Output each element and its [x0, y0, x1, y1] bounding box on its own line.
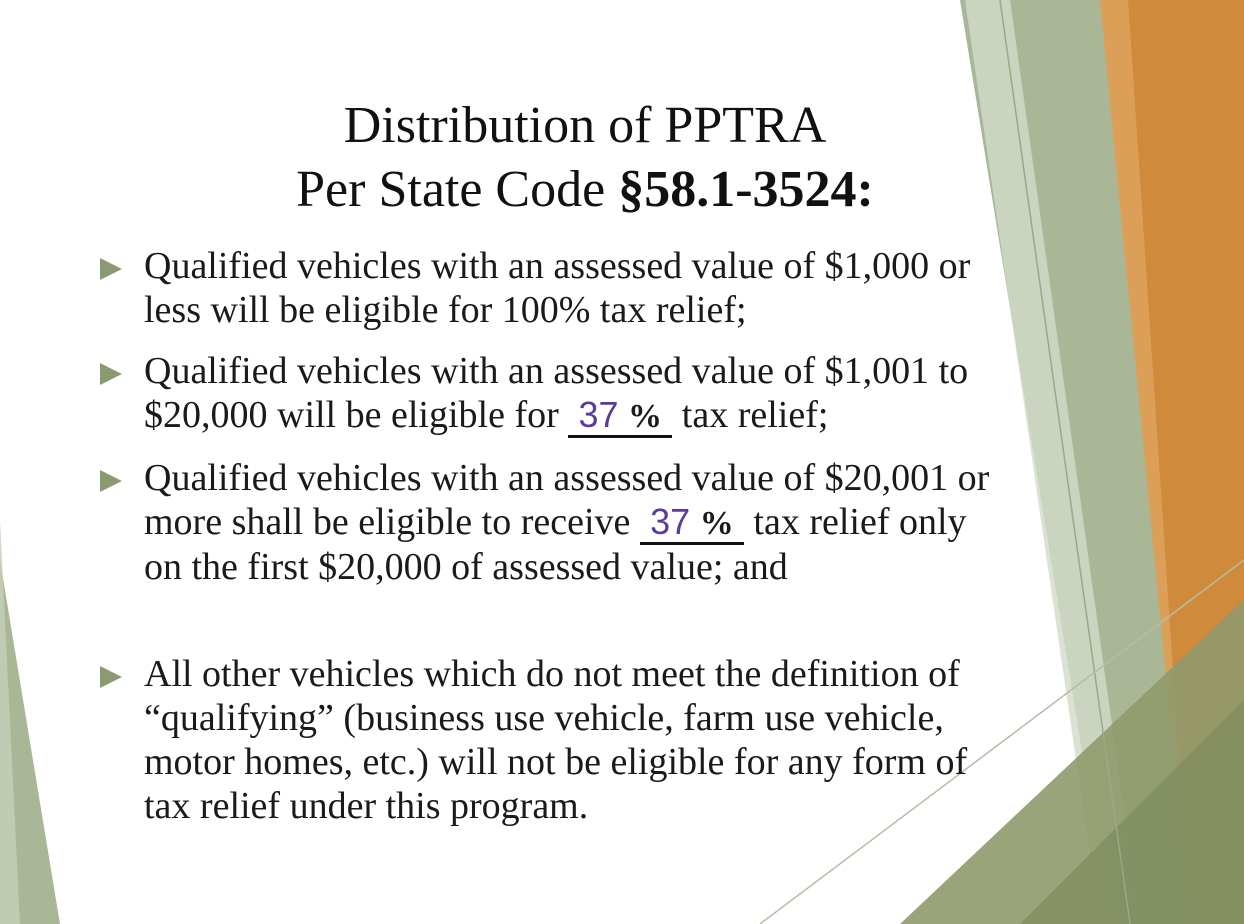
bullet-text	[144, 456, 1014, 589]
state-code-reference: §58.1-3524:	[618, 161, 874, 218]
bullet-arrow-icon	[100, 666, 122, 688]
handwritten-percent-value: 37	[578, 394, 619, 435]
bullet-text-before: Qualified vehicles with an assessed value of $20,001 or more shall be eligible to receive	[144, 457, 990, 543]
bullet-arrow-icon	[100, 258, 122, 280]
slide-title-prefix: Per State Code	[296, 161, 619, 218]
handwritten-percent-value: 37	[650, 501, 691, 542]
relief-percent-blank	[568, 394, 672, 438]
bullet-arrow-icon	[100, 363, 122, 385]
bullet-text: All other vehicles which do not meet the definition of “qualifying” (business use vehicle, farm use vehicle, motor homes, etc.) will not be eligible for any form of tax relief under this program.	[144, 653, 968, 827]
slide-title-line2	[170, 158, 1000, 222]
bullet-text	[144, 349, 1014, 438]
bullet-text-before: Qualified vehicles with an assessed value of $1,001 to $20,000 will be eligible for	[144, 350, 969, 436]
percent-sign: %	[628, 398, 663, 435]
bullet-text: Qualified vehicles with an assessed value of $1,000 or less will be eligible for 100% tax relief;	[144, 245, 971, 331]
bullet-text-after: tax relief;	[681, 394, 829, 436]
slide-title-line1: Distribution of PPTRA	[343, 97, 827, 154]
bullet-arrow-icon	[100, 470, 122, 492]
percent-sign: %	[699, 505, 734, 542]
relief-percent-blank	[640, 501, 744, 545]
bullet-text-after: tax relief only on the first $20,000 of assessed value; and	[144, 501, 967, 588]
